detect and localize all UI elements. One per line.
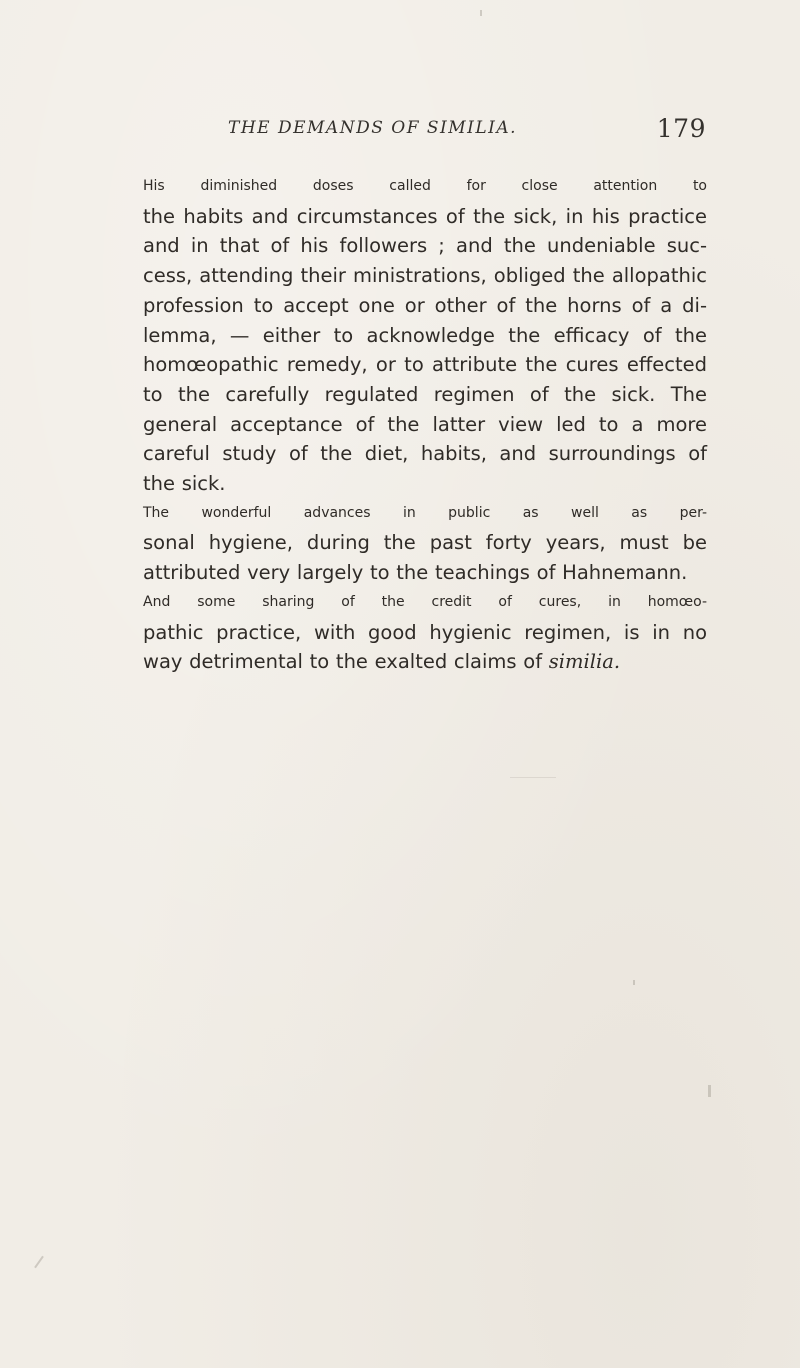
paragraph-3	[97, 588, 707, 677]
page-speck	[480, 10, 482, 16]
text-line: lemma, — either to acknowledge the efficacy of the	[143, 323, 707, 347]
text-line	[97, 647, 707, 677]
text-line: pathic practice, with good hygienic regimen, is in no	[143, 620, 707, 644]
text-line: cess, attending their ministrations, obliged the allopathic	[143, 264, 707, 288]
page-speck	[633, 980, 635, 985]
emphasis-similia: similia.	[548, 650, 621, 674]
text-line-prefix: way detrimental to the exalted claims of	[143, 650, 549, 674]
paragraph-2	[97, 499, 707, 588]
page-speck	[510, 777, 556, 778]
text-line: His diminished doses called for close attention to	[143, 178, 707, 194]
text-line: The wonderful advances in public as well as per-	[143, 504, 707, 521]
text-line: general acceptance of the latter view led to a more	[143, 412, 707, 436]
text-line: profession to accept one or other of the horns of a di-	[143, 293, 707, 317]
text-line: careful study of the diet, habits, and surroundings of	[143, 442, 707, 466]
page-number: 179	[656, 114, 706, 143]
text-line: to the carefully regulated regimen of the sick. The	[143, 382, 707, 406]
page-speck	[34, 1256, 44, 1269]
page-speck	[708, 1085, 711, 1097]
text-line: attributed very largely to the teachings of Hahnemann.	[143, 561, 688, 585]
paragraph-1	[97, 172, 707, 499]
text-line: and in that of his followers ; and the undeniable suc-	[143, 234, 707, 258]
text-line: the habits and circumstances of the sick, in his practice	[143, 204, 707, 228]
text-line: sonal hygiene, during the past forty years, must be	[143, 531, 707, 555]
text-line: the sick.	[143, 472, 226, 496]
text-line: homœopathic remedy, or to attribute the cures effected	[143, 353, 707, 377]
running-title: THE DEMANDS OF SIMILIA.	[228, 118, 518, 138]
body-text	[97, 172, 707, 677]
text-line: And some sharing of the credit of cures, in homœo-	[143, 593, 707, 610]
running-head	[150, 114, 706, 150]
